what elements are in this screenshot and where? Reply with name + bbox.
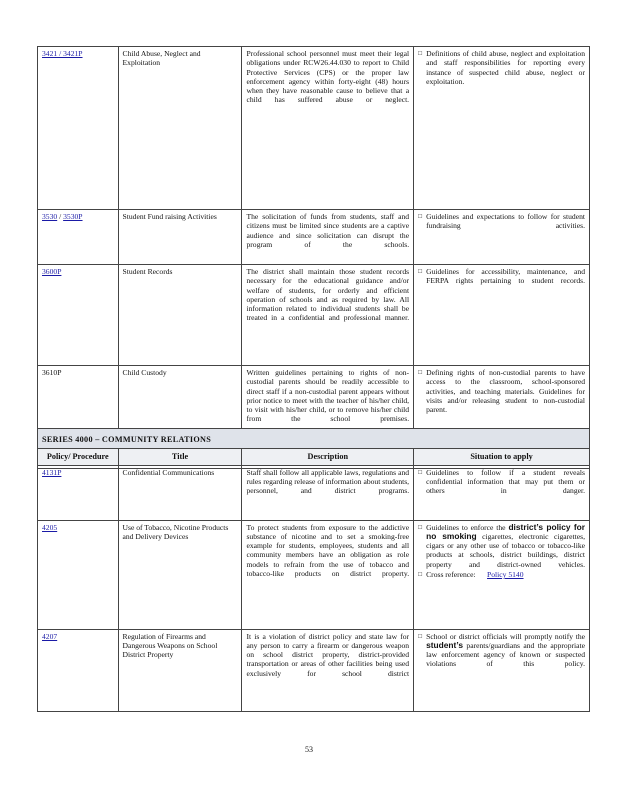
policy-situation: [414, 265, 590, 366]
emphasis-text: district’s policy for no smoking: [426, 521, 585, 541]
policy-situation: [414, 465, 590, 520]
policy-code[interactable]: 3600P: [38, 265, 119, 366]
policy-title: Use of Tobacco, Nicotine Products and Delivery Devices: [118, 520, 242, 629]
bullet-item: □ Defining rights of non-custodial parents to have access to the classroom, school-sponsored activities, and teaching materials. Guidelines for visits and/or releasing student to non-custodial parent.: [418, 368, 585, 414]
policy-table-series-3000: [37, 46, 590, 469]
table-row: [38, 465, 590, 520]
column-header-row: [38, 449, 590, 465]
bullet-item: □ Definitions of child abuse, neglect and exploitation and staff responsibilities for reporting every instance of suspected child abuse, neglect or exploitation.: [418, 49, 585, 86]
policy-situation: [414, 47, 590, 210]
policy-situation: [414, 210, 590, 265]
bullet-item: □ Guidelines for accessibility, maintenance, and FERPA rights pertaining to student records.: [418, 267, 585, 286]
series-header-row: [38, 429, 590, 449]
policy-description: The district shall maintain those student records necessary for the educational guidance and/or welfare of students, for orderly and efficient operation of schools and as required by law. All information related to individual students shall be treated in a confidential and professional manner.: [242, 265, 414, 366]
bullet-item: □ School or district officials will promptly notify the student’s parents/guardians and the appropriate law enforcement agency of known or suspected violations of this policy.: [418, 632, 585, 669]
policy-description: It is a violation of district policy and state law for any person to carry a firearm or dangerous weapon on school district property, district-provided transportation or areas of other facilities being used exclusively for school district: [242, 629, 414, 711]
policy-title: Student Fund raising Activities: [118, 210, 242, 265]
policy-code: 3530 / 3530P: [38, 210, 119, 265]
bullet-item: □ Guidelines and expectations to follow for student fundraising activities.: [418, 212, 585, 231]
policy-code[interactable]: 4207: [38, 629, 119, 711]
policy-link-3530p[interactable]: 3530P: [63, 212, 83, 221]
policy-table-series-4000: [37, 428, 590, 712]
policy-link-5140[interactable]: Policy 5140: [487, 570, 524, 580]
policy-code[interactable]: 3421 / 3421P: [38, 47, 119, 210]
policy-description: Professional school personnel must meet their legal obligations under RCW26.44.030 to report to Child Protective Services (CPS) or the proper law enforcement agency within forty-eight (48) hours when they have reasonable cause to believe that a child has suffered abuse or neglect.: [242, 47, 414, 210]
table-row: [38, 629, 590, 711]
policy-situation: [414, 520, 590, 629]
policy-title: Child Abuse, Neglect and Exploitation: [118, 47, 242, 210]
policy-title: Confidential Communications: [118, 465, 242, 520]
policy-title: Student Records: [118, 265, 242, 366]
column-header-description: Description: [242, 449, 414, 465]
page-number: 53: [305, 745, 313, 754]
table-row: [38, 520, 590, 629]
column-header-title: Title: [118, 449, 242, 465]
column-header-situation: Situation to apply: [414, 449, 590, 465]
policy-code[interactable]: 4205: [38, 520, 119, 629]
policy-code[interactable]: 4131P: [38, 465, 119, 520]
policy-description: To protect students from exposure to the addictive substance of nicotine and to set a smoking-free example for students, employees, students and all community members have an obligation as role models to refrain from the use of tobacco and tobacco-like products on district property.: [242, 520, 414, 629]
policy-description: Written guidelines pertaining to rights of non-custodial parents should be readily accessible to direct staff if a non-custodial parent appears without prior notice to meet with the teacher of his/her child, to visit with his/her child, or to remove his/her child from the school premises.: [242, 366, 414, 469]
policy-code: 3610P: [38, 366, 119, 469]
table-row: [38, 265, 590, 366]
policy-title: Regulation of Firearms and Dangerous Weapons on School District Property: [118, 629, 242, 711]
policy-description: Staff shall follow all applicable laws, regulations and rules regarding release of information about students, personnel, and district programs.: [242, 465, 414, 520]
emphasis-text: student’s: [426, 639, 464, 650]
policy-link-3530[interactable]: 3530: [42, 212, 58, 221]
policy-situation: [414, 629, 590, 711]
table-row: [38, 210, 590, 265]
table-row: [38, 47, 590, 210]
bullet-item: □ Guidelines to enforce the district’s policy for no smoking cigarettes, electronic cigarettes, cigars or any other use of tobacco or tobacco-like products at schools, district buildings, district property and district-owned vehicles.: [418, 523, 585, 569]
cross-reference: □ Cross reference: Policy 5140: [418, 570, 585, 579]
bullet-item: □ Guidelines to follow if a student reveals confidential information that may put them or others in danger.: [418, 468, 585, 496]
policy-title: Child Custody: [118, 366, 242, 469]
policy-description: The solicitation of funds from students, staff and citizens must be limited since students are a captive audience and since solicitation can disrupt the program of the schools.: [242, 210, 414, 265]
series-title: SERIES 4000 – COMMUNITY RELATIONS: [38, 429, 590, 449]
column-header-policy: Policy/ Procedure: [38, 449, 119, 465]
